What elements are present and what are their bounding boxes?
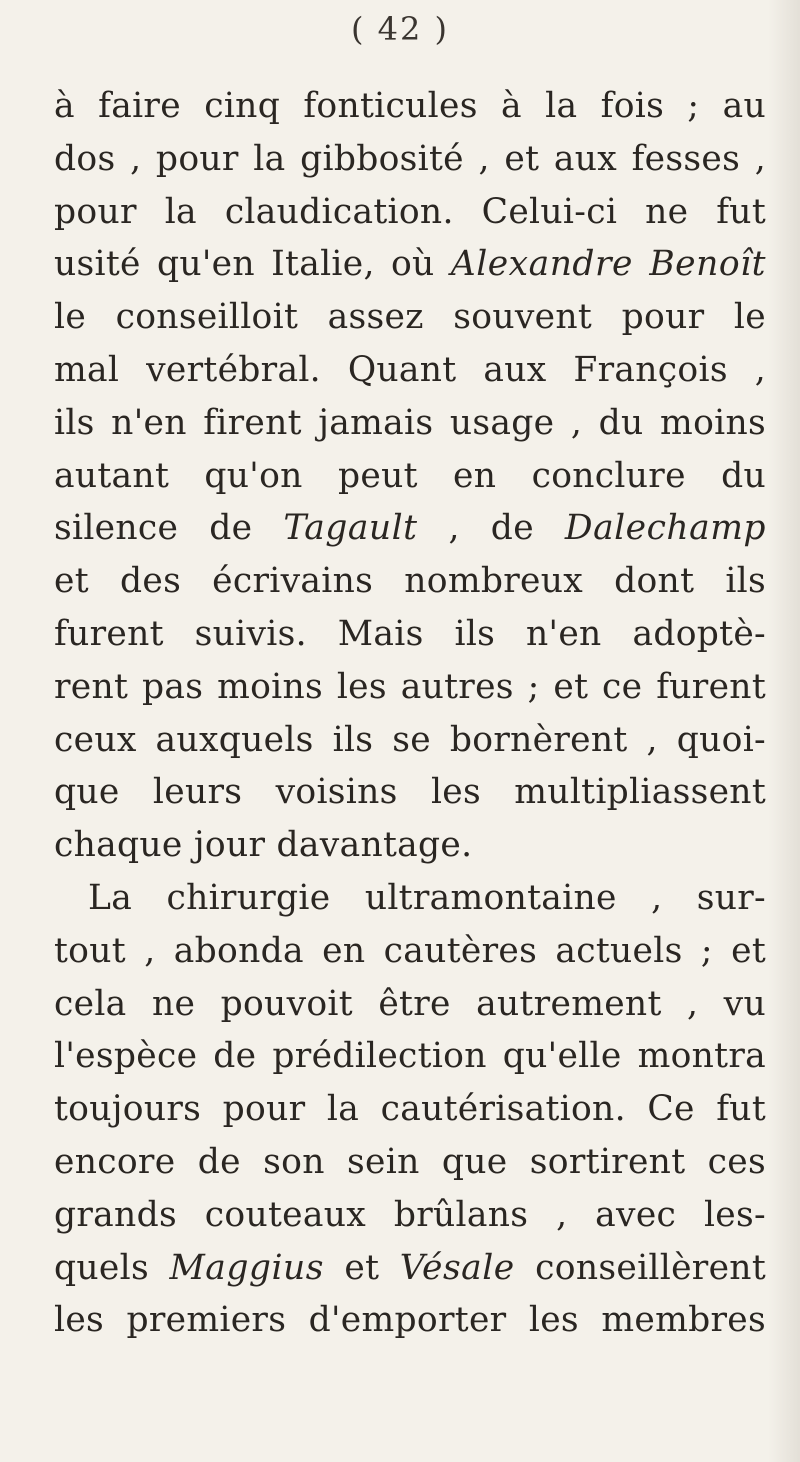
- italic-name: Dalechamp: [564, 508, 766, 549]
- text-run: furent suivis. Mais ils n'en adoptè-: [54, 613, 766, 654]
- text-run: pour la claudication. Celui-ci ne fut: [54, 191, 766, 232]
- text-line: [54, 714, 766, 767]
- italic-name: Vésale: [399, 1247, 515, 1288]
- text-line: [54, 80, 766, 133]
- text-run: et: [323, 1247, 400, 1288]
- text-line: [54, 238, 766, 291]
- text-run: le conseilloit assez souvent pour le: [54, 297, 766, 338]
- text-line: [54, 661, 766, 714]
- body-text: [54, 80, 766, 1347]
- text-run: , de: [417, 508, 565, 549]
- text-line: [54, 766, 766, 819]
- text-run: rent pas moins les autres ; et ce furent: [54, 666, 766, 707]
- text-run: l'espèce de prédilection qu'elle montra: [54, 1036, 766, 1077]
- text-line: [54, 1189, 766, 1242]
- text-line: [54, 133, 766, 186]
- text-line: [54, 978, 766, 1031]
- text-run: cela ne pouvoit être autrement , vu: [54, 983, 766, 1024]
- text-run: autant qu'on peut en conclure du: [54, 455, 766, 496]
- text-run: encore de son sein que sortirent ces: [54, 1141, 766, 1182]
- text-run: conseillèrent: [514, 1247, 766, 1288]
- text-line: [54, 872, 766, 925]
- text-line: [54, 1030, 766, 1083]
- text-line: [54, 925, 766, 978]
- text-run: dos , pour la gibbosité , et aux fesses ,: [54, 138, 766, 179]
- text-run: silence de: [54, 508, 284, 549]
- text-line: [54, 1136, 766, 1189]
- text-run: ils n'en firent jamais usage , du moins: [54, 402, 766, 443]
- text-run: La chirurgie ultramontaine , sur-: [88, 877, 766, 918]
- text-line: [54, 1294, 766, 1347]
- text-line: [54, 819, 766, 872]
- text-line: [54, 1083, 766, 1136]
- text-run: et des écrivains nombreux dont ils: [54, 561, 766, 602]
- text-line: [54, 397, 766, 450]
- text-run: quels: [54, 1247, 170, 1288]
- text-line: [54, 291, 766, 344]
- text-line: [54, 555, 766, 608]
- text-run: toujours pour la cautérisation. Ce fut: [54, 1089, 766, 1130]
- page-number: ( 42 ): [350, 10, 450, 48]
- text-run: usité qu'en Italie, où: [54, 244, 451, 285]
- text-run: ceux auxquels ils se bornèrent , quoi-: [54, 719, 766, 760]
- text-line: [54, 502, 766, 555]
- text-run: les premiers d'emporter les membres: [54, 1300, 766, 1341]
- text-line: [54, 186, 766, 239]
- text-line: [54, 450, 766, 503]
- text-run: que leurs voisins les multipliassent: [54, 772, 766, 813]
- text-run: tout , abonda en cautères actuels ; et: [54, 930, 766, 971]
- italic-name: Tagault: [283, 508, 418, 549]
- text-line: [54, 344, 766, 397]
- text-run: mal vertébral. Quant aux François ,: [54, 349, 766, 390]
- text-line: [54, 1242, 766, 1295]
- text-run: grands couteaux brûlans , avec les-: [54, 1194, 766, 1235]
- italic-name: Alexandre Benoît: [450, 244, 766, 285]
- text-run: à faire cinq fonticules à la fois ; au: [54, 86, 766, 126]
- italic-name: Maggius: [169, 1247, 324, 1288]
- text-run: chaque jour davantage.: [54, 825, 473, 866]
- text-line: [54, 608, 766, 661]
